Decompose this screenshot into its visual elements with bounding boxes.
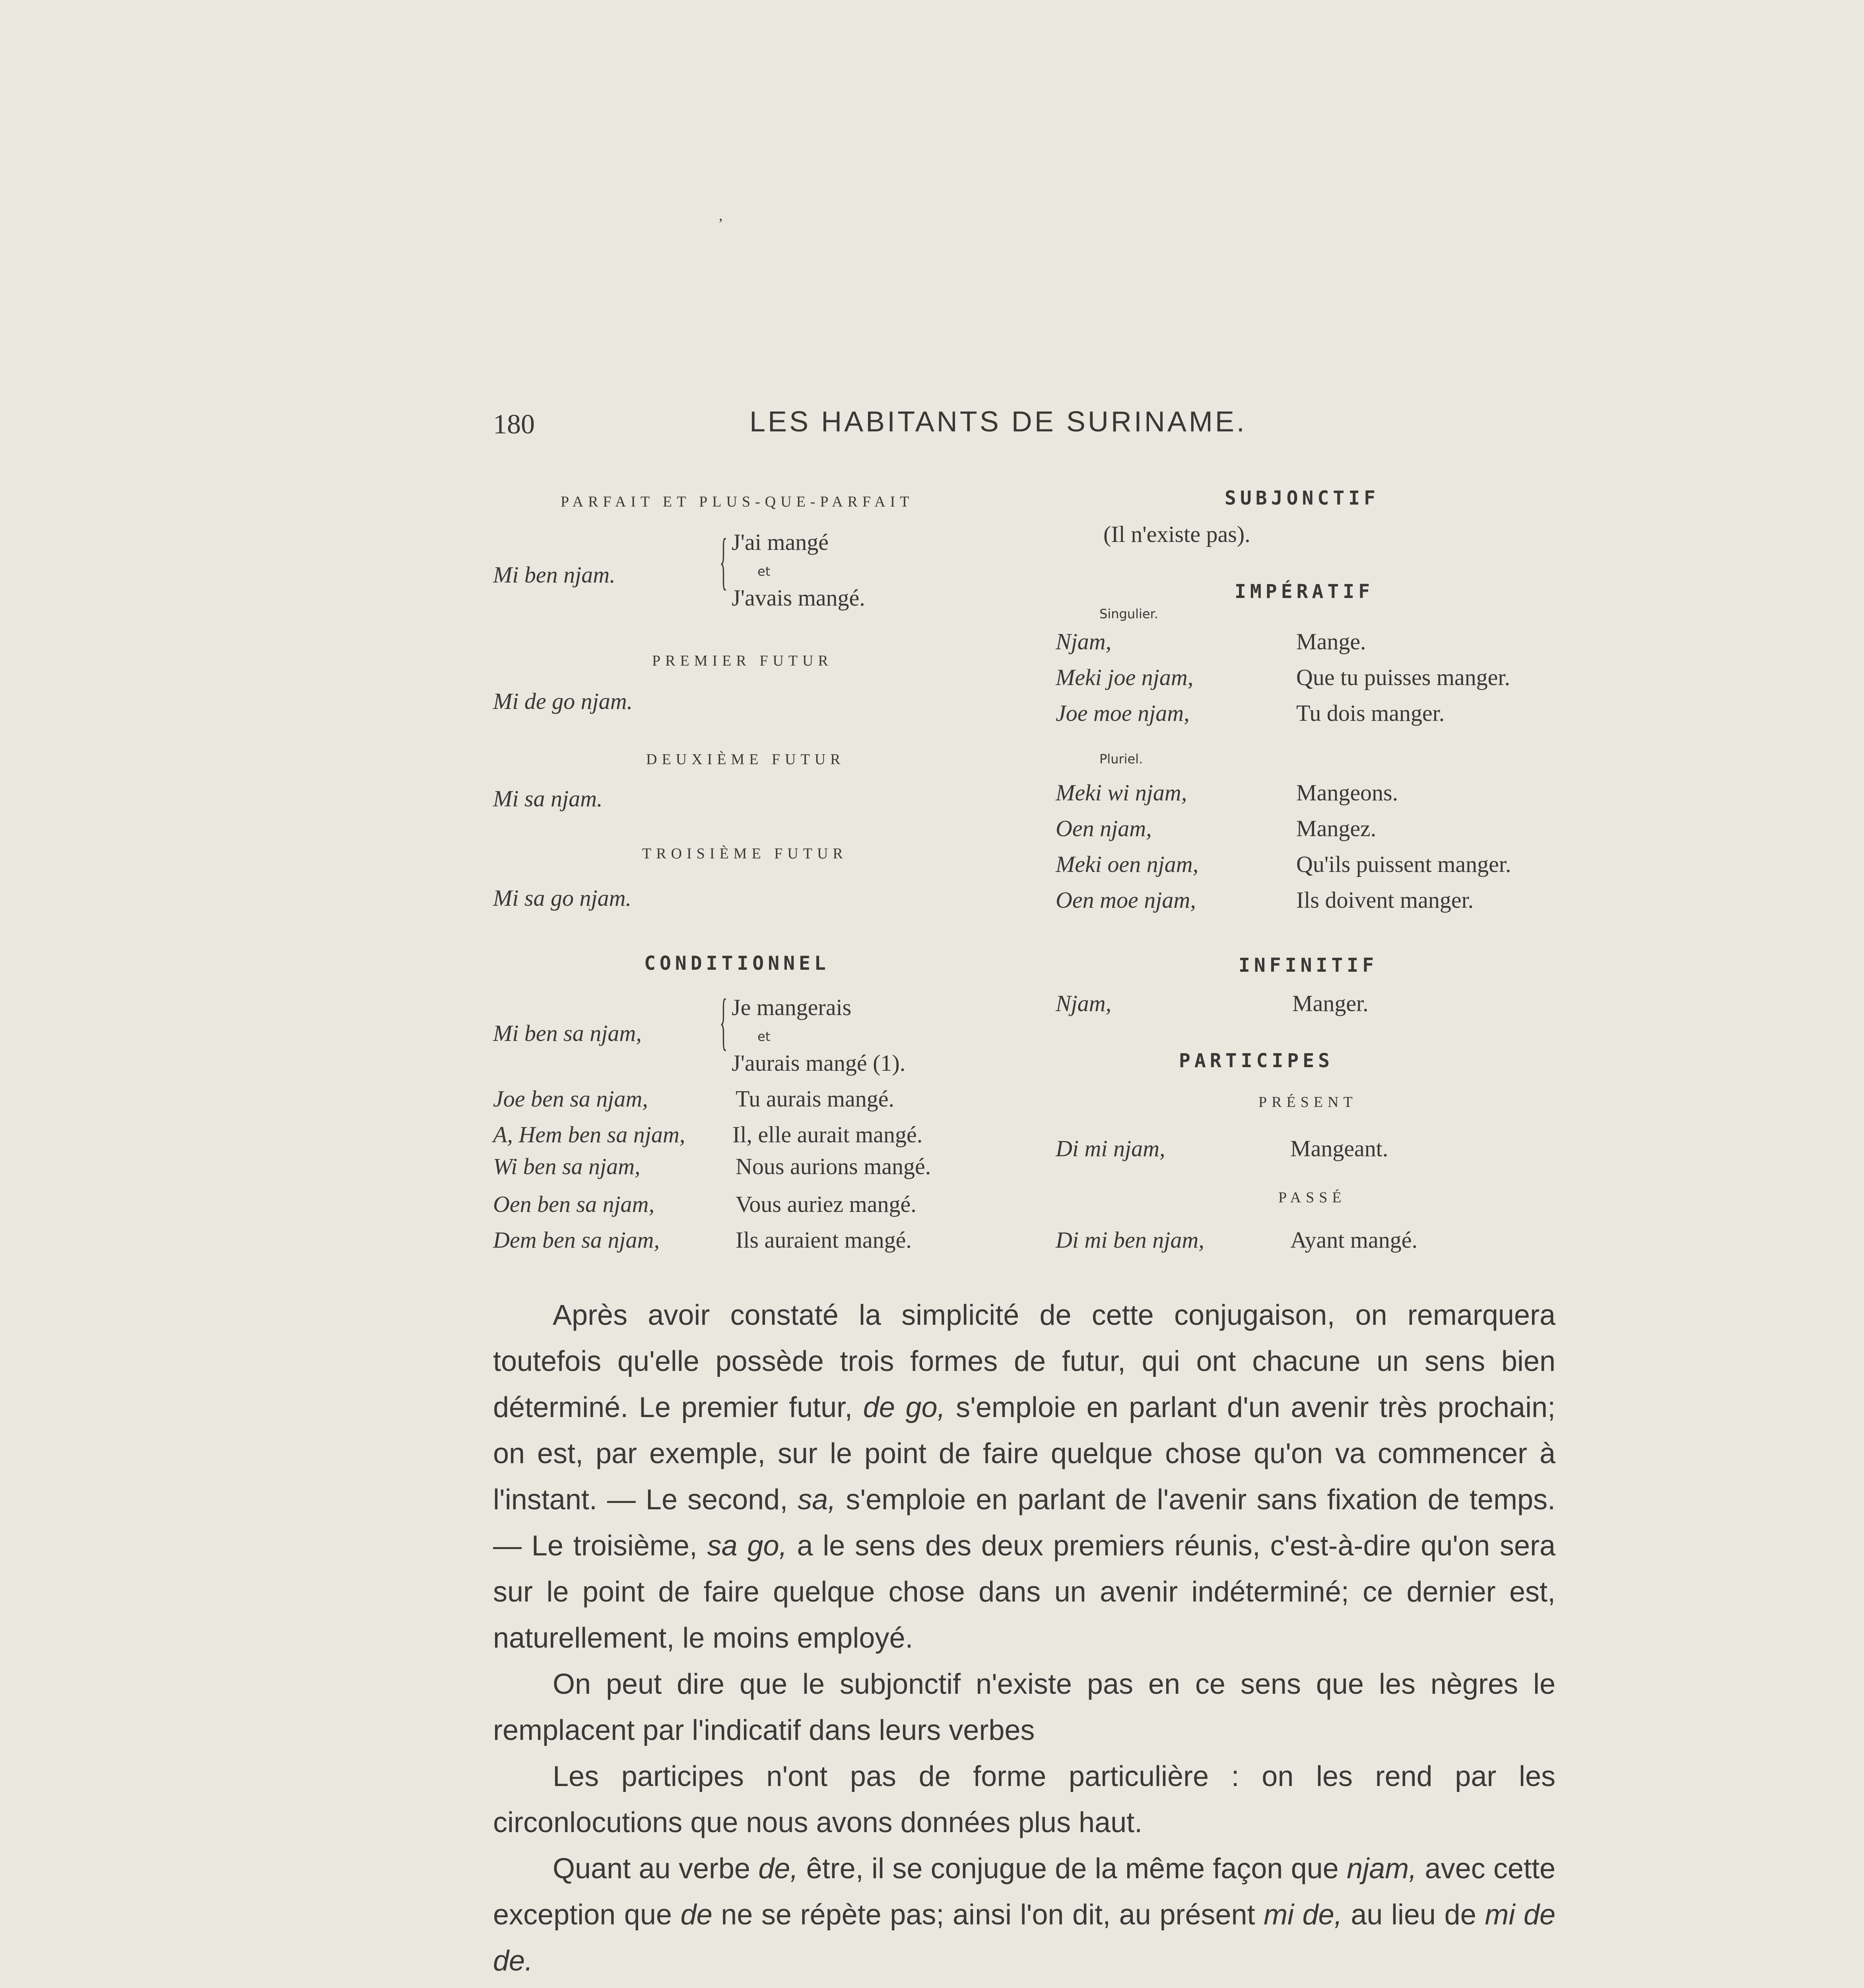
paragraph-3: Les participes n'ont pas de forme particulière : on les rend par les circonlocutions que nous avons données plus haut.: [493, 1761, 1555, 1839]
fr-je-mangerais: Je mangerais: [732, 994, 852, 1020]
subjonctif-note: (Il n'existe pas).: [1103, 521, 1250, 547]
heading-deuxieme-futur: DEUXIÈME FUTUR: [646, 751, 845, 768]
label-passe: PASSÉ: [1278, 1189, 1346, 1206]
imp-fr: Que tu puisses manger.: [1296, 664, 1511, 690]
paragraph-4: Quant au verbe de, être, il se conjugue de la même façon que njam, avec cette exception que de ne se répète pas; ainsi l'on dit, au présent mi de, au lieu de mi de de.: [493, 1853, 1556, 1977]
imp-fr: Mangez.: [1296, 815, 1377, 841]
part-present-fr: Mangeant.: [1290, 1136, 1388, 1161]
label-singulier: Singulier.: [1099, 606, 1158, 621]
inf-sr: Njam,: [1056, 990, 1112, 1016]
heading-troisieme-futur: TROISIÈME FUTUR: [642, 845, 848, 862]
heading-subjonctif: SUBJONCTIF: [1225, 487, 1379, 509]
form-mi-sa-go-njam: Mi sa go njam.: [493, 885, 631, 911]
imp-sr: Joe moe njam,: [1056, 700, 1190, 726]
imp-fr: Tu dois manger.: [1296, 700, 1445, 726]
brace: {: [720, 525, 728, 596]
paragraph-2: On peut dire que le subjonctif n'existe pas en ce sens que les nègres le remplacent par l'indicatif dans leurs verbes: [493, 1668, 1555, 1746]
imp-fr: Ils doivent manger.: [1296, 887, 1474, 913]
cond-row-fr: Vous auriez mangé.: [736, 1191, 916, 1217]
cond-row-fr: Nous aurions mangé.: [736, 1153, 931, 1179]
imp-fr: Mangeons.: [1296, 780, 1398, 806]
running-title: LES HABITANTS DE SURINAME.: [749, 406, 1247, 438]
cond-row-sr: Dem ben sa njam,: [493, 1227, 660, 1253]
page-number: 180: [493, 409, 535, 440]
imp-fr: Mange.: [1296, 629, 1366, 654]
heading-premier-futur: PREMIER FUTUR: [652, 652, 833, 669]
fr-jai-mange: J'ai mangé: [732, 529, 829, 555]
imp-sr: Meki joe njam,: [1056, 664, 1194, 690]
heading-participes: PARTICIPES: [1179, 1050, 1334, 1072]
part-present-sr: Di mi njam,: [1056, 1136, 1165, 1161]
et-label: et: [757, 564, 771, 579]
form-mi-ben-njam: Mi ben njam.: [493, 562, 616, 588]
form-mi-ben-sa-njam: Mi ben sa njam,: [493, 1020, 642, 1046]
imp-sr: Meki oen njam,: [1056, 851, 1199, 877]
imp-sr: Oen njam,: [1056, 815, 1152, 841]
heading-infinitif: INFINITIF: [1239, 954, 1378, 977]
heading-plusqueparfait: PARFAIT ET PLUS-QUE-PARFAIT: [561, 493, 914, 510]
form-mi-de-go-njam: Mi de go njam.: [493, 688, 633, 714]
fr-javais-mange: J'avais mangé.: [732, 585, 865, 611]
cond-row-sr: Joe ben sa njam,: [493, 1086, 648, 1112]
part-passe-sr: Di mi ben njam,: [1056, 1227, 1204, 1253]
heading-conditionnel: CONDITIONNEL: [644, 952, 830, 975]
imp-sr: Oen moe njam,: [1056, 887, 1196, 913]
inf-fr: Manger.: [1292, 990, 1369, 1016]
cond-row-fr: Ils auraient mangé.: [736, 1227, 912, 1253]
cond-row-fr: Tu aurais mangé.: [736, 1086, 894, 1112]
brace: {: [720, 986, 728, 1056]
paragraph-1: Après avoir constaté la simplicité de cette conjugaison, on remarquera toutefois qu'elle possède trois formes de futur, qui ont chacune un sens bien déterminé. Le premier futur, de go, s'emploie en parlant d'un avenir très prochain; on est, par exemple, sur le point de faire quelque chose qu'on va commencer à l'instant. — Le second, sa, s'emploie en parlant de l'avenir sans fixation de temps. — Le troisième, sa go, a le sens des deux premiers réunis, c'est-à-dire qu'on sera sur le point de faire quelque chose dans un avenir indéterminé; ce dernier est, naturellement, le moins employé.: [493, 1299, 1555, 1654]
imp-sr: Njam,: [1056, 629, 1112, 654]
et-label: et: [757, 1029, 771, 1044]
part-passe-fr: Ayant mangé.: [1290, 1227, 1418, 1253]
cond-row-fr: Il, elle aurait mangé.: [732, 1122, 923, 1147]
label-pluriel: Pluriel.: [1099, 751, 1143, 767]
stray-mark: ,: [719, 207, 723, 224]
cond-row-sr: Oen ben sa njam,: [493, 1191, 654, 1217]
imp-sr: Meki wi njam,: [1056, 780, 1187, 806]
cond-row-sr: A, Hem ben sa njam,: [493, 1122, 685, 1147]
fr-jaurais-mange: J'aurais mangé (1).: [732, 1050, 906, 1076]
body-text: [493, 1292, 1555, 1988]
cond-row-sr: Wi ben sa njam,: [493, 1153, 641, 1179]
label-present: PRÉSENT: [1258, 1094, 1357, 1110]
form-mi-sa-njam: Mi sa njam.: [493, 786, 603, 812]
imp-fr: Qu'ils puissent manger.: [1296, 851, 1511, 877]
heading-imperatif: IMPÉRATIF: [1235, 580, 1374, 603]
